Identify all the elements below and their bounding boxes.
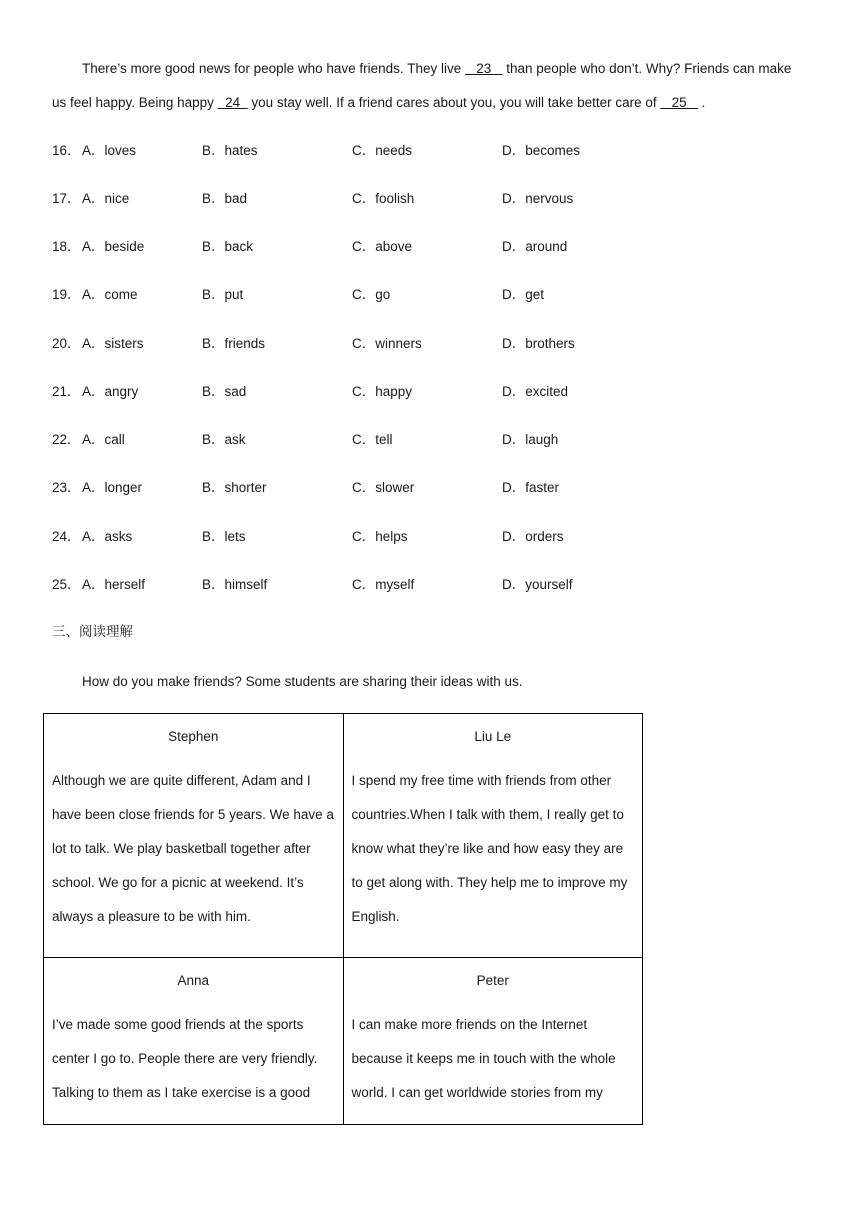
option-d: D．nervous (502, 191, 574, 206)
option-c: C．slower (352, 480, 415, 495)
passage-text: you stay well. If a friend cares about you, you will take better care of (247, 95, 661, 110)
option-a: A．angry (82, 384, 139, 399)
option-a: A．herself (82, 577, 146, 592)
option-a: A．loves (82, 143, 137, 158)
table-cell-liu-le (343, 714, 643, 958)
question-number: 23． (52, 480, 81, 495)
option-d: D．becomes (502, 143, 581, 158)
option-c: C．tell (352, 432, 393, 447)
student-text: I spend my free time with friends from other countries.When I talk with them, I really get to know what they’re like and how easy they are to get along with. They help me to improve my English. (351, 773, 628, 924)
passage-text: There’s more good news for people who have friends. They live (82, 61, 465, 76)
table-row (44, 958, 643, 1125)
option-a: A．call (82, 432, 125, 447)
question-23 (52, 478, 752, 498)
question-18 (52, 237, 752, 257)
section-title: 三、阅读理解 (52, 624, 133, 640)
option-d: D．laugh (502, 432, 559, 447)
student-text: I’ve made some good friends at the sports center I go to. People there are very friendly. Talking to them as I take exercise is a good (52, 1017, 318, 1100)
question-number: 17． (52, 191, 81, 206)
option-d: D．brothers (502, 336, 575, 351)
reading-intro: How do you make friends? Some students are sharing their ideas with us. (82, 674, 523, 689)
blank-24: 24 (217, 95, 248, 110)
option-b: B．friends (202, 336, 266, 351)
option-d: D．yourself (502, 577, 573, 592)
student-name: Stephen (168, 729, 219, 744)
question-25 (52, 575, 752, 595)
option-c: C．foolish (352, 191, 415, 206)
option-b: B．back (202, 239, 254, 254)
student-name: Anna (177, 973, 210, 988)
student-name: Peter (476, 973, 509, 988)
blank-25: 25 (660, 95, 698, 110)
table-cell-peter (343, 958, 643, 1125)
student-name: Liu Le (474, 729, 512, 744)
student-ideas-table (43, 713, 643, 1125)
option-c: C．helps (352, 529, 408, 544)
question-16 (52, 141, 752, 161)
question-number: 20． (52, 336, 81, 351)
option-b: B．himself (202, 577, 268, 592)
option-c: C．happy (352, 384, 413, 399)
option-a: A．nice (82, 191, 130, 206)
question-number: 19． (52, 287, 81, 302)
option-b: B．hates (202, 143, 258, 158)
passage-text: . (697, 95, 706, 110)
option-c: C．needs (352, 143, 413, 158)
option-d: D．faster (502, 480, 560, 495)
option-b: B．sad (202, 384, 247, 399)
option-b: B．lets (202, 529, 246, 544)
cloze-passage (52, 52, 798, 120)
question-number: 24． (52, 529, 81, 544)
question-number: 18． (52, 239, 81, 254)
option-a: A．asks (82, 529, 133, 544)
option-b: B．ask (202, 432, 246, 447)
question-22 (52, 430, 752, 450)
passage-text: than people who don’t. Why? Friends can make us feel happy. Being happy (52, 61, 792, 110)
option-a: A．longer (82, 480, 143, 495)
table-cell-stephen (44, 714, 344, 958)
question-20 (52, 334, 752, 354)
option-b: B．bad (202, 191, 248, 206)
question-number: 16． (52, 143, 81, 158)
option-c: C．go (352, 287, 391, 302)
option-c: C．myself (352, 577, 415, 592)
student-text: I can make more friends on the Internet because it keeps me in touch with the whole world. I can get worldwide stories from my (351, 1017, 616, 1100)
question-number: 21． (52, 384, 81, 399)
question-number: 22． (52, 432, 81, 447)
option-a: A．beside (82, 239, 145, 254)
option-a: A．come (82, 287, 138, 302)
table-cell-anna (44, 958, 344, 1125)
option-b: B．shorter (202, 480, 267, 495)
option-c: C．above (352, 239, 413, 254)
student-text: Although we are quite different, Adam and I have been close friends for 5 years. We have a lot to talk. We play basketball together after school. We go for a picnic at weekend. It’s always a pleasure to be with him. (52, 773, 334, 924)
option-b: B．put (202, 287, 244, 302)
option-c: C．winners (352, 336, 422, 351)
option-a: A．sisters (82, 336, 144, 351)
question-17 (52, 189, 752, 209)
blank-23: 23 (464, 61, 503, 76)
option-d: D．around (502, 239, 568, 254)
option-d: D．get (502, 287, 545, 302)
question-19 (52, 285, 752, 305)
option-d: D．orders (502, 529, 564, 544)
table-row (44, 714, 643, 958)
question-21 (52, 382, 752, 402)
option-d: D．excited (502, 384, 569, 399)
question-number: 25． (52, 577, 81, 592)
question-24 (52, 527, 752, 547)
